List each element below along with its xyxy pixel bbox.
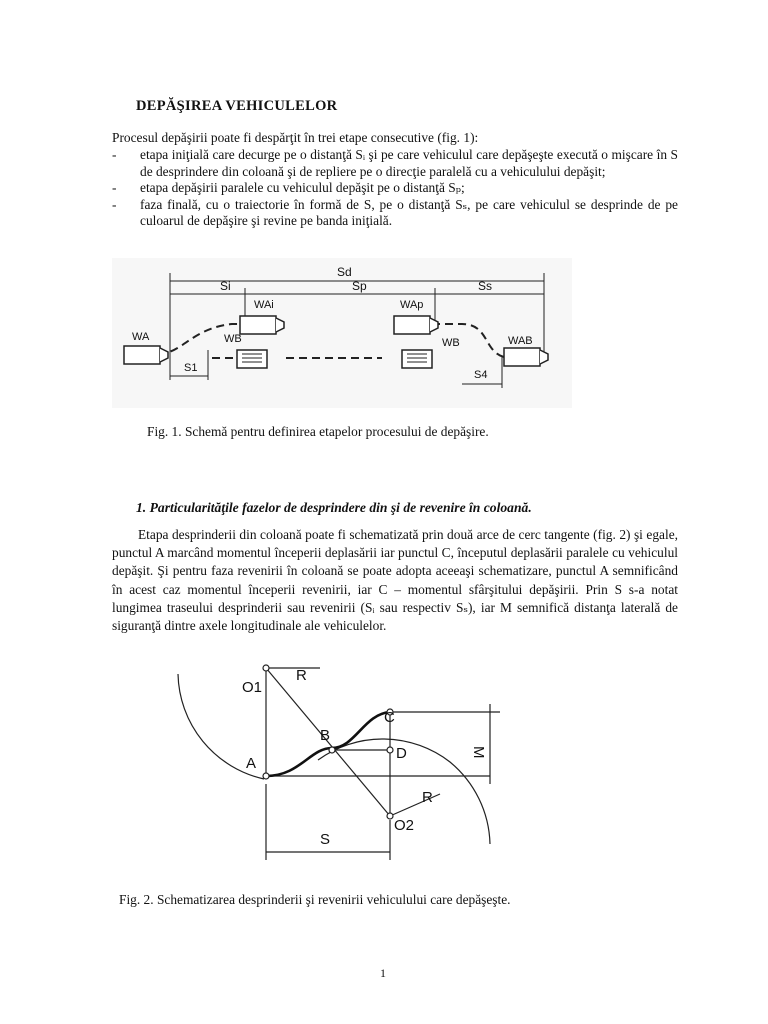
label-r2: R xyxy=(422,789,433,806)
label-wb1: WB xyxy=(224,333,242,345)
intro-text: Procesul depăşirii poate fi despărţit în trei etape consecutive (fig. 1): xyxy=(112,130,479,145)
figure-1-caption: Fig. 1. Schemă pentru definirea etapelor procesului de depăşire. xyxy=(147,424,489,439)
label-r1: R xyxy=(296,667,307,684)
figure-1-diagram xyxy=(112,258,572,408)
label-m: M xyxy=(470,746,487,759)
label-o1: O1 xyxy=(242,679,263,696)
body-paragraph: Etapa desprinderii din coloană poate fi schematizată prin două arce de cerc tangente (fig. 2) şi egale, punctul A marcând momentul începerii deplasării iar punctul C, începutul deplasării paralele cu vehiculul depăşit. Şi pentru faza revenirii în coloană se poate adopta aceeaşi schematizare, punctul A semnificând în acest caz momentul începerii revenirii, iar C – momentul sfârşitului depăşirii. Prin S s-a notat lungimea traseului desprinderii sau revenirii (Sᵢ sau respectiv Sₛ), iar M semnifică distanţa laterală de siguranţă dintre axele longitudinale ale vehiculelor. xyxy=(112,527,678,634)
figure-2-diagram xyxy=(160,644,530,872)
list-item: - faza finală, cu o traiectorie în formă de S, pe o distanţă Sₛ, pe care vehiculul se desprinde de pe culoarul de depăşire şi revine pe banda iniţială. xyxy=(112,196,678,228)
figure-2-caption: Fig. 2. Schematizarea desprinderii şi revenirii vehiculului care depăşeşte. xyxy=(119,892,511,907)
list-item: - etapa iniţială care decurge pe o distanţă Sᵢ şi pe care vehiculul care depăşeşte execută o mişcare în S de desprindere din coloană şi de repliere pe o direcţie paralelă cu a vehiculului depăşit; xyxy=(112,147,678,179)
label-wb2: WB xyxy=(442,337,460,349)
label-c: C xyxy=(384,709,395,726)
label-o2: O2 xyxy=(394,817,415,834)
label-a: A xyxy=(246,755,257,772)
label-s: S xyxy=(320,831,331,848)
list-item: - etapa depăşirii paralele cu vehiculul depăşit pe o distanţă Sₚ; xyxy=(112,180,465,195)
label-wai: WAi xyxy=(254,299,274,311)
label-b: B xyxy=(320,727,331,744)
section-heading: 1. Particularităţile fazelor de desprindere din şi de revenire în coloană. xyxy=(136,500,532,515)
label-wab: WAB xyxy=(508,335,533,347)
label-wap: WAp xyxy=(400,299,424,311)
stage-list xyxy=(112,147,678,230)
label-ss: Ss xyxy=(478,279,493,293)
page-number: 1 xyxy=(380,966,386,980)
label-wa: WA xyxy=(132,331,150,343)
label-s1: S1 xyxy=(184,362,198,374)
label-s4: S4 xyxy=(474,369,488,381)
page-title: DEPĂŞIREA VEHICULELOR xyxy=(136,98,338,114)
label-sp: Sp xyxy=(352,279,367,293)
label-si: Si xyxy=(220,279,231,293)
label-sd: Sd xyxy=(337,265,352,279)
label-d: D xyxy=(396,745,407,762)
